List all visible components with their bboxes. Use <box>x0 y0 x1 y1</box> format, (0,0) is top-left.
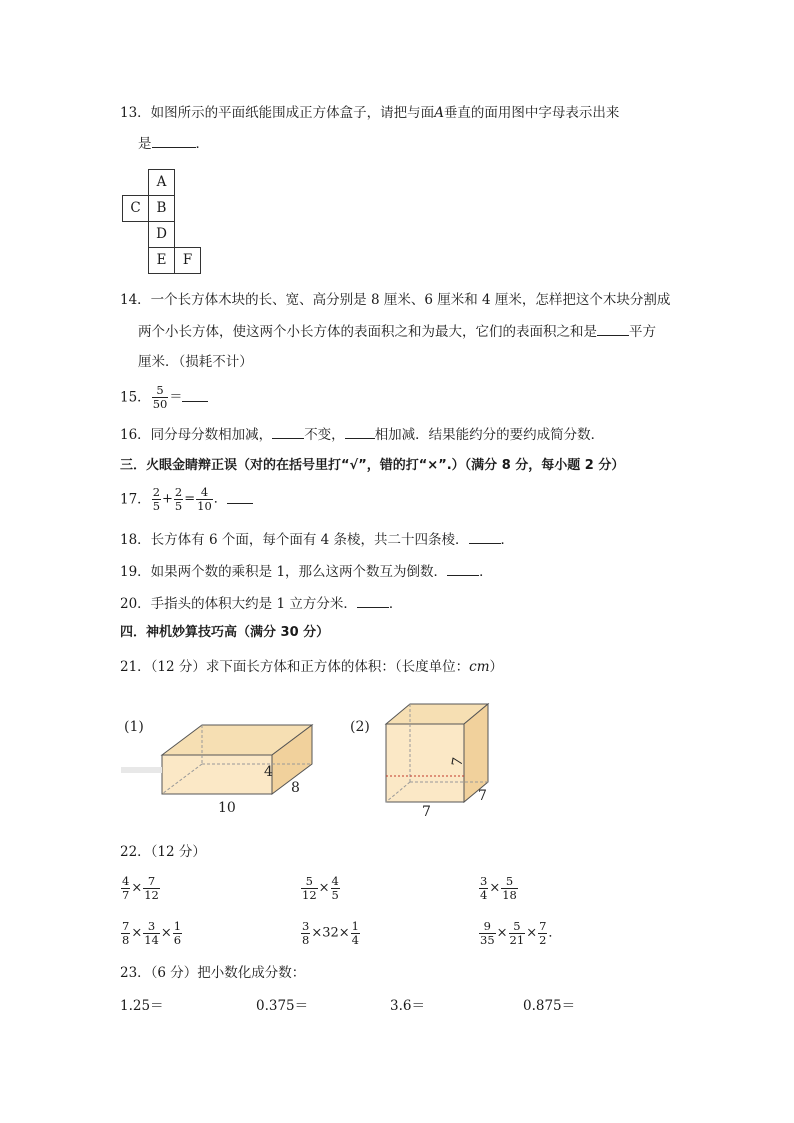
q14-line2-b: 平方 <box>629 324 656 340</box>
q20-text: 20．手指头的体积大约是 1 立方分米． <box>120 596 357 612</box>
q17-f3-den: 10 <box>197 499 212 513</box>
q18-tail: ． <box>500 532 515 548</box>
net-face-b: B <box>148 195 175 222</box>
q13-line1 <box>120 103 619 123</box>
q22-e5-c-den: 4 <box>351 933 359 947</box>
q22-e3-b-num: 5 <box>501 875 518 889</box>
q22-e1-b-num: 7 <box>143 875 160 889</box>
fig2-depth-label: 7 <box>478 788 487 804</box>
q22-e6-times-1: × <box>496 925 508 941</box>
q22-e5-a-num: 3 <box>302 919 310 933</box>
q22-e3-b <box>501 875 518 902</box>
q22-e4-c-den: 6 <box>173 933 182 947</box>
q16-b: 不变， <box>304 427 345 443</box>
q16-c: 相加减．结果能约分的要约成简分数． <box>374 427 605 443</box>
q17-equals: = <box>184 491 196 507</box>
q22-e4-a-num: 7 <box>122 919 130 933</box>
q15 <box>120 384 208 411</box>
q23-item-1: 1.25＝ <box>120 998 164 1014</box>
q22-e1-a-num: 4 <box>122 874 130 888</box>
q22-e4-b-num: 3 <box>143 920 160 934</box>
q22-expr-1 <box>120 871 161 906</box>
fig1-length-label: 10 <box>218 800 236 816</box>
fig2-height-label: 7 <box>449 756 467 768</box>
q18 <box>120 529 514 550</box>
q20 <box>120 593 402 614</box>
section-3-heading: 三．火眼金睛辩正误（对的在括号里打“√”，错的打“×”.）（满分 8 分，每小题 2 分） <box>120 458 625 473</box>
q22-e4-times-1: × <box>131 925 143 941</box>
q20-answer-blank[interactable] <box>357 593 389 608</box>
q22-e3-b-den: 18 <box>502 888 517 902</box>
q17-f2-num: 2 <box>174 485 183 499</box>
q17-f1-den: 5 <box>152 499 161 513</box>
q14-line3: 厘米．（损耗不计） <box>138 354 253 370</box>
q17-label: 17． <box>120 491 151 508</box>
q22-e3-a <box>479 875 488 902</box>
q21-close: ） <box>489 659 504 675</box>
q22-e2-a <box>301 875 318 902</box>
q22-e6-c-den: 2 <box>539 933 547 947</box>
q23-title: 23．（6 分）把小数化成分数： <box>120 965 306 981</box>
q13-answer-blank[interactable] <box>152 133 196 148</box>
q22-e4-c <box>173 920 182 947</box>
q22-e2-b-den: 5 <box>331 888 339 902</box>
q22-e6-times-2: × <box>526 925 538 941</box>
q22-e6-c <box>538 920 547 947</box>
q22-e5-c-num: 1 <box>351 919 359 933</box>
section-4-heading: 四．神机妙算技巧高（满分 30 分） <box>120 625 330 640</box>
q22-e4-a-den: 8 <box>122 933 130 947</box>
cube-figure <box>346 700 506 824</box>
q22-e5-c <box>351 920 360 947</box>
q22-expr-5 <box>300 916 361 951</box>
q23-item-4: 0.875＝ <box>523 998 576 1014</box>
q22-e2-a-den: 12 <box>302 888 317 902</box>
q15-answer-blank[interactable] <box>182 393 208 402</box>
q13-face: A <box>434 105 444 121</box>
q17-tail: ． <box>213 491 227 507</box>
q22-expr-3 <box>478 871 519 906</box>
q22-e3-a-den: 4 <box>480 888 488 902</box>
q22-e6-a <box>479 920 496 947</box>
q22-e6-b-den: 21 <box>509 933 525 947</box>
q13-line2 <box>138 133 209 154</box>
fig1-width-label: 8 <box>291 780 300 796</box>
q22-e2-b <box>331 875 340 902</box>
q15-fraction <box>152 384 169 411</box>
q14-answer-blank[interactable] <box>597 321 629 336</box>
q22-e6-b-num: 5 <box>509 920 526 934</box>
q19-answer-blank[interactable] <box>447 561 479 576</box>
q17-frac-3 <box>196 486 213 513</box>
q17-answer-blank[interactable] <box>227 495 253 504</box>
net-face-c: C <box>122 195 149 222</box>
q20-tail: ． <box>388 596 403 612</box>
net-face-d: D <box>148 221 175 248</box>
q22-e4-c-num: 1 <box>173 919 182 933</box>
q22-expr-2 <box>300 871 341 906</box>
q22-e6-b <box>509 920 526 947</box>
q19-text: 19．如果两个数的乘积是 1，那么这两个数互为倒数． <box>120 564 448 580</box>
q22-e6-a-den: 35 <box>480 933 495 947</box>
q22-e6-a-num: 9 <box>479 920 496 934</box>
cuboid-figure <box>118 700 328 820</box>
q14-line1: 14．一个长方体木块的长、宽、高分别是 8 厘米、6 厘米和 4 厘米，怎样把这个木块分割成 <box>120 292 671 308</box>
fig2-label: (2) <box>350 719 370 735</box>
q17-frac-2 <box>174 486 183 513</box>
q22-e1-b <box>143 875 160 902</box>
q22-expr-4 <box>120 916 183 951</box>
q22-e4-a <box>121 920 130 947</box>
q15-equals: ＝ <box>169 389 183 405</box>
q22-e2-a-num: 5 <box>301 875 318 889</box>
q23-item-3: 3.6＝ <box>390 998 425 1014</box>
q21-text: 21．（12 分）求下面长方体和正方体的体积：（长度单位： <box>120 659 470 675</box>
q22-e2-b-num: 4 <box>331 874 339 888</box>
net-face-a: A <box>148 169 175 196</box>
q13-line2-a: 是 <box>138 136 152 152</box>
net-face-f: F <box>174 247 201 274</box>
q16-blank-1[interactable] <box>272 424 304 439</box>
q22-expr-6 <box>478 916 561 951</box>
q14-line2-a: 两个小长方体，使这两个小长方体的表面积之和为最大，它们的表面积之和是 <box>138 324 597 340</box>
q22-e6-tail: ． <box>548 925 562 941</box>
q17 <box>120 484 253 515</box>
q22-e3-a-num: 3 <box>480 874 488 888</box>
q13-text-a: 13．如图所示的平面纸能围成正方体盒子，请把与面 <box>120 105 435 121</box>
q13-line2-b: ． <box>195 136 209 152</box>
q15-num: 5 <box>152 384 169 398</box>
q14-line2 <box>138 321 656 342</box>
q15-den: 50 <box>152 397 168 411</box>
q22-title: 22．（12 分） <box>120 844 206 860</box>
q19-tail: ． <box>479 564 493 580</box>
q17-plus: + <box>162 491 173 507</box>
cube-net <box>122 169 202 275</box>
q16 <box>120 424 604 445</box>
q22-e5-mid: ×32× <box>311 925 350 941</box>
q22-e1-a-den: 7 <box>122 888 130 902</box>
q22-e1-a <box>121 875 130 902</box>
q22-e4-b <box>143 920 160 947</box>
q16-a: 16．同分母分数相加减， <box>120 427 273 443</box>
q15-label: 15． <box>120 389 151 406</box>
q23-item-2: 0.375＝ <box>256 998 309 1014</box>
q21 <box>120 657 503 677</box>
q21-unit: cm <box>469 659 490 675</box>
q22-e3-times: × <box>489 880 501 896</box>
fig1-height-label: 4 <box>264 764 273 780</box>
q17-f3-num: 4 <box>196 486 213 500</box>
q22-e4-times-2: × <box>160 925 172 941</box>
q18-answer-blank[interactable] <box>469 529 501 544</box>
q17-f2-den: 5 <box>174 499 183 513</box>
q22-e1-b-den: 12 <box>144 888 159 902</box>
net-face-e: E <box>148 247 175 274</box>
q22-e6-c-num: 7 <box>539 919 547 933</box>
q18-text: 18．长方体有 6 个面，每个面有 4 条棱，共二十四条棱． <box>120 532 469 548</box>
q19 <box>120 561 493 582</box>
q16-blank-2[interactable] <box>345 424 375 439</box>
q22-e5-a <box>301 920 310 947</box>
q22-e4-b-den: 14 <box>144 933 159 947</box>
q17-f1-num: 2 <box>152 485 161 499</box>
q22-e2-times: × <box>318 880 330 896</box>
q22-e5-a-den: 8 <box>302 933 310 947</box>
q13-text-b: 垂直的面用图中字母表示出来 <box>443 105 620 121</box>
fig2-width-label: 7 <box>422 804 431 820</box>
q17-frac-1 <box>152 486 161 513</box>
q22-e1-times: × <box>131 880 143 896</box>
fig1-label: (1) <box>124 719 144 735</box>
